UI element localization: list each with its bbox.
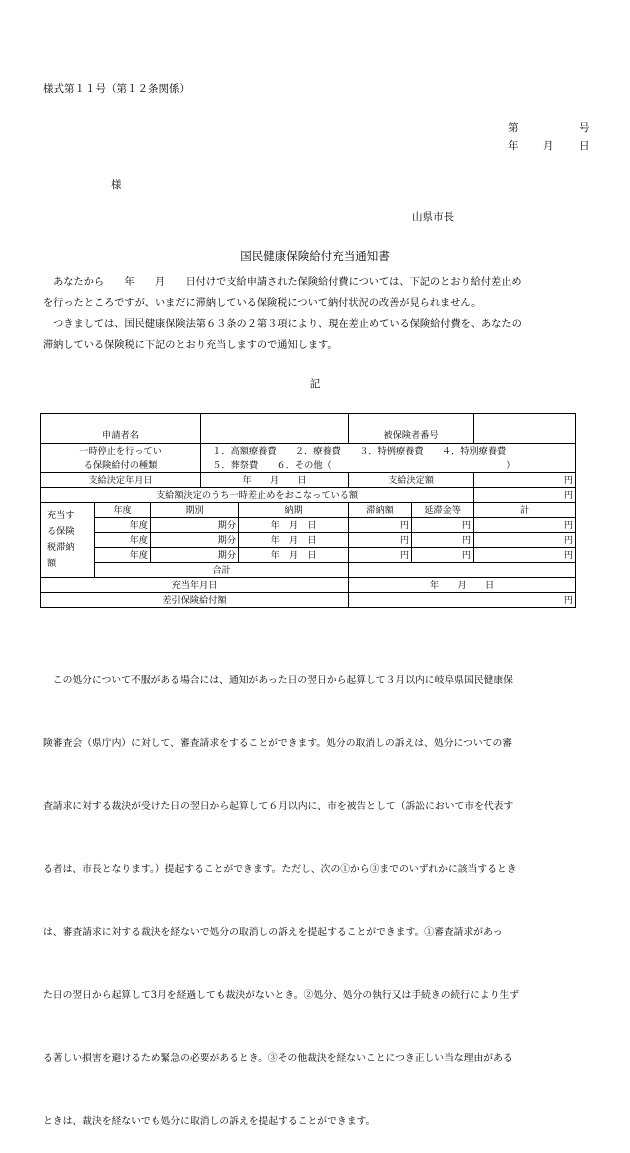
document-title: 国民健康保険給付充当通知書 <box>240 249 390 263</box>
notice-line: た日の翌日から起算して3月を経過しても裁決がないとき。②処分、処分の執行又は手続きの続行により生ず <box>43 990 520 1001</box>
table-row <box>41 518 576 533</box>
body-para2-line1: つきましては、国民健康保険法第６３条の２第３項により、現在差止めている保険給付費を、あなたの <box>43 319 522 330</box>
row-due: 年 月 日 <box>239 518 349 533</box>
row-total: 円 <box>474 533 576 548</box>
vert-label-3: 税滞納 <box>47 542 75 553</box>
notice-line: この処分について不服がある場合には、通知があった日の翌日から起算して３月以内に岐阜県国民健康保 <box>43 675 513 686</box>
benefit-table <box>40 413 576 608</box>
table-row <box>41 548 576 563</box>
insured-number-value[interactable] <box>474 414 576 444</box>
suspended-amount-value: 円 <box>474 488 576 503</box>
suspended-amount-label: 支給額決定のうち一時差止めをおこなっている額 <box>41 488 474 503</box>
row-year: 年度 <box>95 533 151 548</box>
decision-date-value: 年 月 日 <box>201 473 349 488</box>
col-total: 計 <box>474 503 576 518</box>
row-period: 期分 <box>151 518 239 533</box>
col-period: 期別 <box>151 503 239 518</box>
body-para1-line1: あなたから 年 月 日付けで支給申請された保険給付費については、下記のとおり給付差止め <box>43 277 522 288</box>
sender: 山県市長 <box>412 211 454 223</box>
row-arrears: 円 <box>349 548 412 563</box>
net-benefit-value: 円 <box>349 593 576 608</box>
type-label-1: 一時停止を行ってい <box>41 444 201 459</box>
row-arrears: 円 <box>349 518 412 533</box>
row-period: 期分 <box>151 548 239 563</box>
insured-number-label: 被保険者番号 <box>349 414 474 444</box>
vert-label-4: 額 <box>47 558 57 569</box>
notice-line: る者は、市長となります。）提起することができます。ただし、次の①から③までのいずれかに該当するとき <box>43 864 517 875</box>
notice-line: ときは、裁決を経ないでも処分に取消しの訴えを提起することができます。 <box>43 1116 376 1127</box>
appeal-notice <box>43 628 598 1153</box>
types-line2: ５．葬祭費 ６．その他（ ） <box>201 458 576 473</box>
col-fiscal-year: 年度 <box>95 503 151 518</box>
table-row <box>41 533 576 548</box>
ki-heading: 記 <box>309 378 321 390</box>
apply-date-label: 充当年月日 <box>41 578 349 593</box>
row-total: 円 <box>474 548 576 563</box>
net-benefit-label: 差引保険給付額 <box>41 593 349 608</box>
applicant-label: 申請者名 <box>41 414 201 444</box>
decision-amount-label: 支給決定額 <box>349 473 474 488</box>
row-year: 年度 <box>95 548 151 563</box>
col-due-date: 納期 <box>239 503 349 518</box>
row-late: 円 <box>412 518 474 533</box>
doc-no-suffix: 号 <box>579 122 590 134</box>
apply-date-value: 年 月 日 <box>349 578 576 593</box>
date-day: 日 <box>579 140 590 152</box>
row-late: 円 <box>412 548 474 563</box>
vert-label-1: 充当す <box>47 510 75 521</box>
type-label-2: る保険給付の種類 <box>41 458 201 473</box>
row-period: 期分 <box>151 533 239 548</box>
row-year: 年度 <box>95 518 151 533</box>
addressee: 様 <box>111 179 122 191</box>
doc-no-prefix: 第 <box>508 122 519 134</box>
form-id: 様式第１１号（第１２条関係） <box>43 83 190 95</box>
notice-line: 査請求に対する裁決が受けた日の翌日から起算して６月以内に、市を被告として（訴訟において市を代表す <box>43 801 514 812</box>
body-para2-line2: 滞納している保険税に下記のとおり充当しますので通知します。 <box>43 340 338 351</box>
date-month: 月 <box>543 140 554 152</box>
sum-label: 合計 <box>95 563 349 578</box>
notice-line: る著しい損害を避けるため緊急の必要があるとき。③その他裁決を経ないことにつき正しい当な理由がある <box>43 1053 513 1064</box>
col-arrears: 滞納額 <box>349 503 412 518</box>
row-due: 年 月 日 <box>239 533 349 548</box>
applicant-value[interactable] <box>201 414 349 444</box>
row-arrears: 円 <box>349 533 412 548</box>
col-late-fee: 延滞金等 <box>412 503 474 518</box>
row-late: 円 <box>412 533 474 548</box>
row-due: 年 月 日 <box>239 548 349 563</box>
row-total: 円 <box>474 518 576 533</box>
sum-blank <box>349 563 576 578</box>
vert-label-2: る保険 <box>47 526 75 537</box>
notice-line: 険審査会（県庁内）に対して、審査請求をすることができます。処分の取消しの訴えは、処分についての審 <box>43 738 513 749</box>
date-year: 年 <box>508 140 519 152</box>
body-para1-line2: を行ったところですが、いまだに滞納している保険税について納付状況の改善が見られません。 <box>43 298 482 309</box>
types-line1: １．高額療養費 ２．療養費 ３．特例療養費 ４．特別療養費 <box>201 444 576 459</box>
decision-amount-value: 円 <box>474 473 576 488</box>
arrears-vertical-label <box>41 503 95 578</box>
notice-line: は、審査請求に対する裁決を経ないで処分の取消しの訴えを提起することができます。①審査請求があっ <box>43 927 503 938</box>
decision-date-label: 支給決定年月日 <box>41 473 201 488</box>
